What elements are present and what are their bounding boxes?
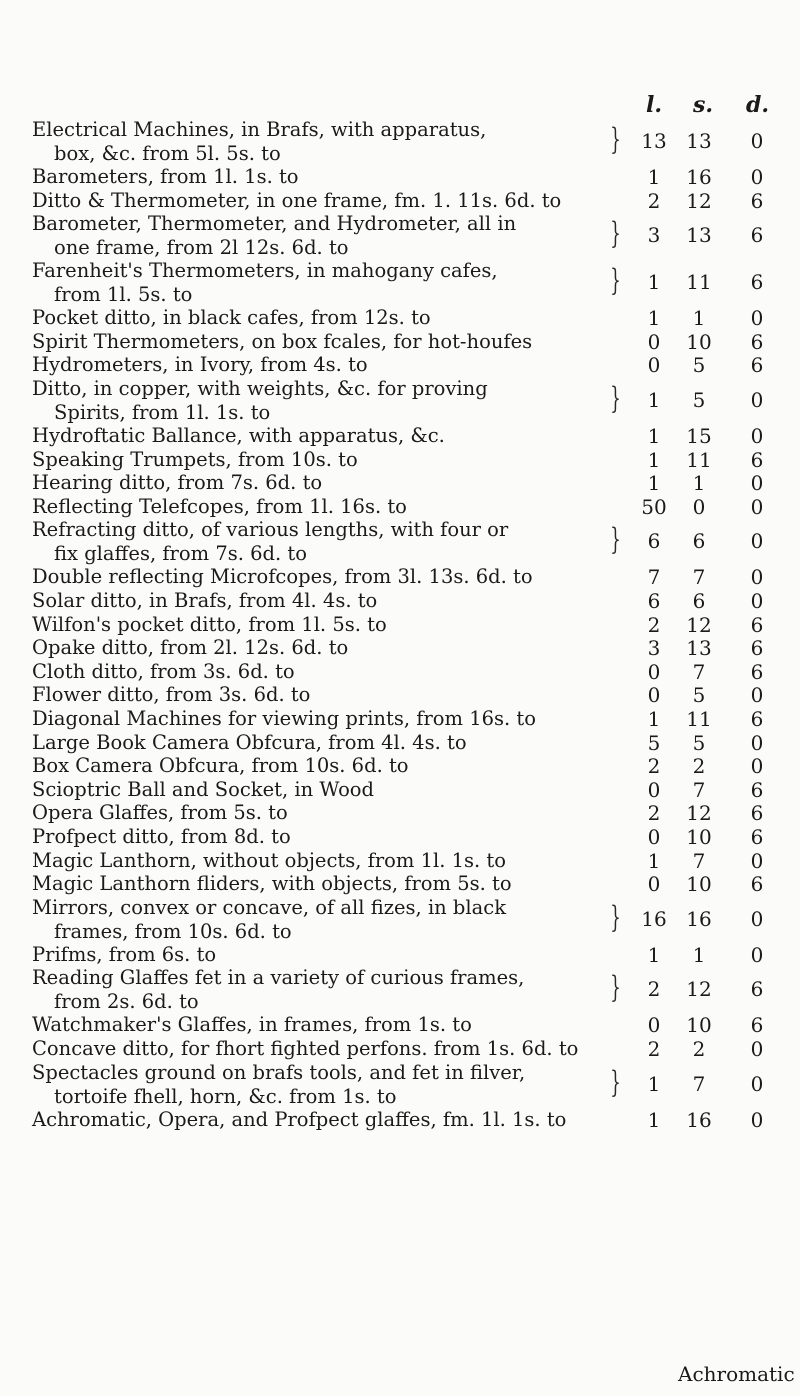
table-row bbox=[0, 189, 800, 213]
table-row bbox=[0, 660, 800, 684]
item-line-2: tortoife fhell, horn, &c. from 1s. to bbox=[54, 1084, 397, 1108]
item-description bbox=[32, 801, 622, 825]
item-description bbox=[32, 495, 622, 519]
item-description bbox=[32, 872, 622, 896]
item-line-1: Hydroftatic Ballance, with apparatus, &c. bbox=[32, 424, 445, 447]
item-line-1: Box Camera Obfcura, from 10s. 6d. to bbox=[32, 754, 409, 778]
item-description bbox=[32, 330, 622, 354]
shillings-value: 12 bbox=[686, 977, 712, 1002]
shillings-value: 7 bbox=[692, 565, 706, 590]
item-line-1: Refracting ditto, of various lengths, with four or bbox=[32, 518, 509, 542]
item-line-1: Opake ditto, from 2l. 12s. 6d. to bbox=[32, 636, 349, 660]
pence-value: 0 bbox=[750, 424, 764, 448]
item-line-1: Solar ditto, in Brafs, from 4l. 4s. to bbox=[32, 589, 378, 612]
brace-mark: } bbox=[610, 263, 621, 299]
pence-value: 0 bbox=[750, 754, 764, 779]
pence-value: 0 bbox=[750, 1071, 764, 1096]
item-description bbox=[32, 212, 622, 260]
table-row bbox=[0, 966, 800, 1013]
shillings-value: 1 bbox=[692, 306, 706, 331]
pence-value: 0 bbox=[750, 683, 764, 708]
item-line-1: Ditto & Thermometer, in one frame, fm. 1. 11s. 6d. to bbox=[32, 188, 562, 212]
item-line-1: Spirit Thermometers, on box fcales, for hot-houfes bbox=[32, 329, 533, 353]
pounds-value: 0 bbox=[647, 777, 661, 802]
pounds-value: 16 bbox=[641, 906, 667, 931]
pounds-value: 5 bbox=[647, 730, 661, 755]
pence-header: d. bbox=[746, 92, 770, 118]
pence-value: 6 bbox=[750, 872, 764, 897]
item-description bbox=[32, 613, 622, 637]
item-description bbox=[32, 778, 622, 802]
shillings-value: 16 bbox=[686, 906, 712, 931]
brace-mark: } bbox=[610, 1064, 621, 1100]
item-description bbox=[32, 1108, 622, 1132]
table-row bbox=[0, 330, 800, 354]
item-line-1: Spectacles ground on brafs tools, and fet in filver, bbox=[32, 1060, 526, 1084]
pounds-value: 2 bbox=[647, 754, 661, 779]
pounds-value: 1 bbox=[647, 165, 661, 189]
item-line-2: fix glaffes, from 7s. 6d. to bbox=[54, 542, 307, 566]
item-description bbox=[32, 565, 622, 589]
table-row bbox=[0, 825, 800, 849]
shillings-value: 13 bbox=[686, 636, 712, 661]
pence-value: 6 bbox=[750, 777, 764, 802]
table-row bbox=[0, 306, 800, 330]
pence-value: 0 bbox=[750, 848, 764, 873]
table-row bbox=[0, 613, 800, 637]
shillings-value: 11 bbox=[686, 707, 712, 731]
item-line-1: Reflecting Telefcopes, from 1l. 16s. to bbox=[32, 494, 407, 518]
pence-value: 0 bbox=[750, 471, 764, 496]
pence-value: 0 bbox=[750, 942, 764, 967]
pounds-value: 1 bbox=[647, 270, 661, 295]
item-description bbox=[32, 259, 622, 307]
item-line-1: Speaking Trumpets, from 10s. to bbox=[32, 447, 358, 471]
shillings-value: 5 bbox=[692, 730, 706, 755]
item-line-1: Achromatic, Opera, and Profpect glaffes, fm. 1l. 1s. to bbox=[32, 1107, 567, 1131]
pence-value: 0 bbox=[750, 529, 764, 554]
table-row bbox=[0, 731, 800, 755]
pounds-value: 2 bbox=[647, 977, 661, 1002]
pounds-value: 1 bbox=[647, 1071, 661, 1096]
pounds-value: 1 bbox=[647, 942, 661, 967]
shillings-value: 13 bbox=[686, 223, 712, 248]
pence-value: 6 bbox=[750, 353, 764, 378]
shillings-value: 5 bbox=[692, 353, 706, 378]
table-row bbox=[0, 636, 800, 660]
table-row bbox=[0, 943, 800, 967]
item-line-1: Watchmaker's Glaffes, in frames, from 1s. to bbox=[32, 1013, 472, 1037]
table-row bbox=[0, 754, 800, 778]
shillings-value: 16 bbox=[686, 1107, 712, 1132]
item-description bbox=[32, 448, 622, 472]
column-header bbox=[0, 92, 800, 120]
table-row bbox=[0, 801, 800, 825]
item-description bbox=[32, 471, 622, 495]
item-description bbox=[32, 377, 622, 425]
item-description bbox=[32, 353, 622, 377]
pence-value: 6 bbox=[750, 707, 764, 731]
shillings-value: 7 bbox=[692, 777, 706, 802]
item-line-1: Pocket ditto, in black cafes, from 12s. to bbox=[32, 306, 431, 330]
pounds-value: 1 bbox=[647, 848, 661, 873]
table-row bbox=[0, 353, 800, 377]
item-description bbox=[32, 754, 622, 778]
pounds-value: 1 bbox=[647, 388, 661, 412]
shillings-value: 10 bbox=[686, 825, 712, 849]
pounds-value: 3 bbox=[647, 636, 661, 661]
shillings-value: 12 bbox=[686, 801, 712, 826]
item-description bbox=[32, 943, 622, 967]
table-row bbox=[0, 565, 800, 589]
item-line-1: Hydrometers, in Ivory, from 4s. to bbox=[32, 353, 368, 377]
pounds-value: 0 bbox=[647, 659, 661, 684]
item-line-1: Barometers, from 1l. 1s. to bbox=[32, 165, 299, 188]
pence-value: 6 bbox=[750, 977, 764, 1002]
item-line-1: Opera Glaffes, from 5s. to bbox=[32, 801, 288, 825]
item-line-1: Magic Lanthorn fliders, with objects, from 5s. to bbox=[32, 872, 512, 896]
shillings-value: 10 bbox=[686, 329, 712, 354]
pence-value: 6 bbox=[750, 801, 764, 826]
shillings-value: 1 bbox=[692, 471, 706, 496]
pence-value: 6 bbox=[750, 329, 764, 354]
shillings-value: 5 bbox=[692, 388, 706, 412]
shillings-value: 0 bbox=[692, 494, 706, 519]
item-description bbox=[32, 118, 622, 166]
shillings-value: 6 bbox=[692, 529, 706, 554]
item-line-1: Profpect ditto, from 8d. to bbox=[32, 825, 291, 848]
pounds-value: 7 bbox=[647, 565, 661, 590]
pounds-value: 50 bbox=[641, 494, 667, 519]
table-row bbox=[0, 872, 800, 896]
pence-value: 0 bbox=[750, 129, 764, 153]
pounds-value: 0 bbox=[647, 872, 661, 897]
item-line-1: Diagonal Machines for viewing prints, from 16s. to bbox=[32, 707, 536, 730]
pence-value: 6 bbox=[750, 636, 764, 661]
item-line-1: Magic Lanthorn, without objects, from 1l. 1s. to bbox=[32, 848, 506, 872]
pence-value: 6 bbox=[750, 612, 764, 637]
item-line-2: box, &c. from 5l. 5s. to bbox=[54, 142, 281, 165]
shillings-value: 7 bbox=[692, 659, 706, 684]
shillings-value: 1 bbox=[692, 942, 706, 967]
item-description bbox=[32, 825, 622, 849]
pounds-value: 6 bbox=[647, 589, 661, 613]
item-description bbox=[32, 424, 622, 448]
shillings-value: 13 bbox=[686, 129, 712, 153]
table-row bbox=[0, 1108, 800, 1132]
pounds-value: 13 bbox=[641, 129, 667, 153]
table-row bbox=[0, 495, 800, 519]
item-description bbox=[32, 1061, 622, 1109]
item-line-1: Flower ditto, from 3s. 6d. to bbox=[32, 683, 311, 707]
table-row bbox=[0, 589, 800, 613]
pounds-value: 1 bbox=[647, 447, 661, 472]
table-row bbox=[0, 896, 800, 943]
item-description bbox=[32, 165, 622, 189]
item-description bbox=[32, 849, 622, 873]
item-description bbox=[32, 636, 622, 660]
pounds-value: 2 bbox=[647, 188, 661, 213]
table-row bbox=[0, 518, 800, 565]
shillings-value: 15 bbox=[686, 424, 712, 448]
item-description bbox=[32, 660, 622, 684]
item-line-2: one frame, from 2l 12s. 6d. to bbox=[54, 236, 349, 260]
pence-value: 0 bbox=[750, 494, 764, 519]
pence-value: 0 bbox=[750, 730, 764, 755]
item-description bbox=[32, 966, 622, 1014]
item-line-1: Farenheit's Thermometers, in mahogany cafes, bbox=[32, 259, 498, 283]
pence-value: 6 bbox=[750, 270, 764, 295]
shillings-value: 7 bbox=[692, 848, 706, 873]
pounds-value: 0 bbox=[647, 1013, 661, 1038]
shillings-value: 2 bbox=[692, 1037, 706, 1061]
table-row bbox=[0, 778, 800, 802]
item-line-1: Hearing ditto, from 7s. 6d. to bbox=[32, 471, 323, 495]
table-row bbox=[0, 259, 800, 306]
item-description bbox=[32, 1013, 622, 1037]
table-row bbox=[0, 424, 800, 448]
pence-value: 0 bbox=[750, 906, 764, 931]
shillings-value: 10 bbox=[686, 872, 712, 897]
item-line-2: from 1l. 5s. to bbox=[54, 283, 193, 307]
pence-value: 0 bbox=[750, 306, 764, 331]
pence-value: 6 bbox=[750, 659, 764, 684]
shillings-value: 6 bbox=[692, 589, 706, 613]
pence-value: 0 bbox=[750, 565, 764, 590]
pounds-value: 1 bbox=[647, 306, 661, 331]
pence-value: 0 bbox=[750, 1037, 764, 1061]
shillings-value: 5 bbox=[692, 683, 706, 708]
shillings-value: 12 bbox=[686, 612, 712, 637]
pence-value: 6 bbox=[750, 1013, 764, 1038]
table-row bbox=[0, 212, 800, 259]
item-line-1: Large Book Camera Obfcura, from 4l. 4s. to bbox=[32, 730, 467, 754]
item-description bbox=[32, 1037, 622, 1061]
pounds-value: 2 bbox=[647, 1037, 661, 1061]
pounds-value: 0 bbox=[647, 825, 661, 849]
table-row bbox=[0, 377, 800, 424]
pence-value: 6 bbox=[750, 447, 764, 472]
table-row bbox=[0, 448, 800, 472]
item-line-1: Barometer, Thermometer, and Hydrometer, all in bbox=[32, 212, 517, 236]
pounds-value: 1 bbox=[647, 424, 661, 448]
catchword: Achromatic bbox=[678, 1362, 795, 1386]
shillings-header: s. bbox=[693, 92, 714, 118]
table-row bbox=[0, 165, 800, 189]
table-row bbox=[0, 1013, 800, 1037]
pounds-value: 2 bbox=[647, 612, 661, 637]
item-description bbox=[32, 896, 622, 944]
table-row bbox=[0, 849, 800, 873]
item-description bbox=[32, 518, 622, 566]
item-line-1: Wilfon's pocket ditto, from 1l. 5s. to bbox=[32, 612, 387, 636]
pounds-value: 1 bbox=[647, 1107, 661, 1132]
pounds-header: l. bbox=[646, 92, 663, 118]
shillings-value: 16 bbox=[686, 165, 712, 189]
pence-value: 0 bbox=[750, 165, 764, 189]
item-description bbox=[32, 731, 622, 755]
item-line-2: frames, from 10s. 6d. to bbox=[54, 919, 292, 943]
pounds-value: 2 bbox=[647, 801, 661, 826]
item-line-1: Reading Glaffes fet in a variety of curious frames, bbox=[32, 966, 525, 990]
pounds-value: 1 bbox=[647, 707, 661, 731]
pence-value: 0 bbox=[750, 589, 764, 613]
shillings-value: 10 bbox=[686, 1013, 712, 1038]
pence-value: 6 bbox=[750, 825, 764, 849]
item-line-1: Double reflecting Microfcopes, from 3l. 13s. 6d. to bbox=[32, 565, 533, 589]
table-row bbox=[0, 1061, 800, 1108]
item-line-2: from 2s. 6d. to bbox=[54, 990, 199, 1014]
item-line-1: Electrical Machines, in Brafs, with apparatus, bbox=[32, 118, 487, 141]
brace-mark: } bbox=[610, 216, 621, 252]
item-line-1: Scioptric Ball and Socket, in Wood bbox=[32, 777, 375, 801]
item-line-1: Mirrors, convex or concave, of all fizes, in black bbox=[32, 895, 507, 919]
pounds-value: 0 bbox=[647, 683, 661, 708]
table-row bbox=[0, 118, 800, 165]
pounds-value: 1 bbox=[647, 471, 661, 496]
item-line-1: Ditto, in copper, with weights, &c. for proving bbox=[32, 377, 488, 400]
pence-value: 6 bbox=[750, 188, 764, 213]
pounds-value: 3 bbox=[647, 223, 661, 248]
brace-mark: } bbox=[610, 122, 621, 157]
item-description bbox=[32, 589, 622, 613]
item-description bbox=[32, 683, 622, 707]
shillings-value: 7 bbox=[692, 1071, 706, 1096]
item-description bbox=[32, 306, 622, 330]
shillings-value: 11 bbox=[686, 270, 712, 295]
item-line-1: Concave ditto, for fhort fighted perfons. from 1s. 6d. to bbox=[32, 1037, 579, 1060]
table-row bbox=[0, 471, 800, 495]
shillings-value: 11 bbox=[686, 447, 712, 472]
item-line-2: Spirits, from 1l. 1s. to bbox=[54, 401, 271, 424]
table-row bbox=[0, 1037, 800, 1061]
brace-mark: } bbox=[610, 899, 621, 935]
pounds-value: 0 bbox=[647, 353, 661, 378]
pounds-value: 0 bbox=[647, 329, 661, 354]
shillings-value: 12 bbox=[686, 188, 712, 213]
pence-value: 6 bbox=[750, 223, 764, 248]
brace-mark: } bbox=[610, 381, 621, 416]
pence-value: 0 bbox=[750, 388, 764, 412]
brace-mark: } bbox=[610, 522, 621, 558]
pence-value: 0 bbox=[750, 1107, 764, 1132]
pounds-value: 6 bbox=[647, 529, 661, 554]
table-row bbox=[0, 683, 800, 707]
item-line-1: Prifms, from 6s. to bbox=[32, 942, 217, 966]
item-description bbox=[32, 707, 622, 731]
shillings-value: 2 bbox=[692, 754, 706, 779]
table-row bbox=[0, 707, 800, 731]
brace-mark: } bbox=[610, 970, 621, 1006]
item-line-1: Cloth ditto, from 3s. 6d. to bbox=[32, 659, 295, 683]
item-description bbox=[32, 189, 622, 213]
